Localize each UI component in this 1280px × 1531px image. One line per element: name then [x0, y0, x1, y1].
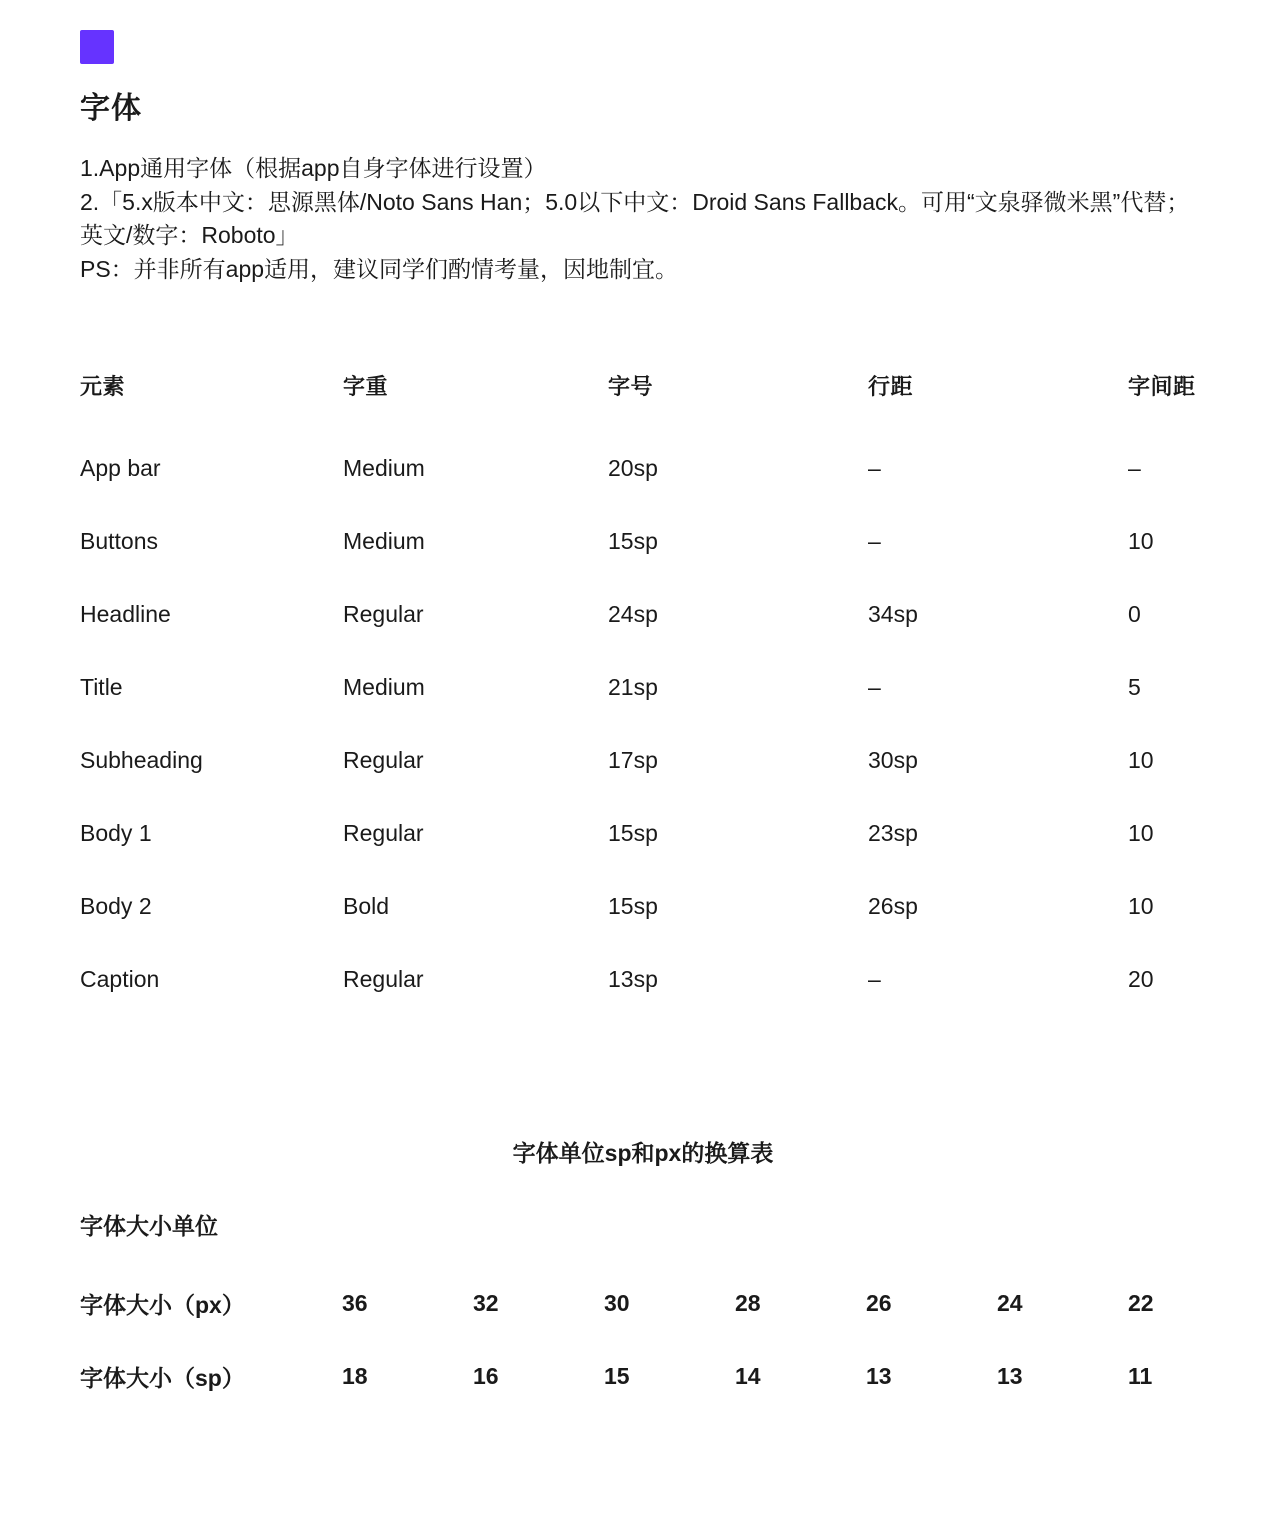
spec-cell: 26sp	[868, 893, 918, 919]
spec-cell: –	[868, 966, 881, 992]
intro-paragraph	[80, 152, 1206, 286]
spec-cell: Regular	[343, 747, 424, 773]
spec-header-weight: 字重	[343, 374, 389, 399]
spec-cell: 20sp	[608, 455, 658, 481]
conversion-value: 22	[1128, 1290, 1154, 1316]
spec-row-body-2	[80, 870, 1206, 943]
spec-row-subheading	[80, 724, 1206, 797]
conversion-value: 30	[604, 1290, 630, 1316]
spec-row-title	[80, 651, 1206, 724]
spec-cell: 23sp	[868, 820, 918, 846]
spec-cell: 10	[1128, 528, 1154, 554]
spec-cell: Medium	[343, 674, 425, 700]
spec-row-caption	[80, 943, 1206, 1016]
intro-line: PS：并非所有app适用，建议同学们酌情考量，因地制宜。	[80, 255, 679, 282]
spec-cell: 17sp	[608, 747, 658, 773]
conversion-value: 18	[342, 1363, 368, 1389]
spec-cell: 24sp	[608, 601, 658, 627]
intro-line: 2.「5.x版本中文：思源黑体/Noto Sans Han；5.0以下中文：Droid Sans Fallback。可用“文泉驿微米黑”代替；英文/数字：Roboto」	[80, 188, 1190, 248]
spec-header-size: 字号	[608, 374, 654, 399]
spec-cell: 30sp	[868, 747, 918, 773]
conversion-row-sp	[80, 1340, 1206, 1413]
spec-cell: Buttons	[80, 528, 158, 554]
conversion-value: 36	[342, 1290, 368, 1316]
spec-cell: 10	[1128, 820, 1154, 846]
spec-row-buttons	[80, 505, 1206, 578]
spec-cell: Title	[80, 674, 123, 700]
intro-line: 1.App通用字体（根据app自身字体进行设置）	[80, 155, 547, 181]
conversion-value: 11	[1128, 1363, 1153, 1389]
spec-cell: Body 2	[80, 893, 152, 919]
spec-cell: 20	[1128, 966, 1154, 992]
conversion-row-label: 字体大小（px）	[80, 1292, 245, 1318]
spec-cell: 21sp	[608, 674, 658, 700]
spec-cell: Regular	[343, 820, 424, 846]
spec-cell: Medium	[343, 455, 425, 481]
spec-header-tracking: 字间距	[1128, 374, 1196, 399]
spec-cell: Bold	[343, 893, 390, 919]
conversion-table-title: 字体单位sp和px的换算表	[512, 1140, 774, 1166]
conversion-row-px	[80, 1267, 1206, 1340]
spec-row-app-bar	[80, 432, 1206, 505]
spec-cell: –	[1128, 455, 1141, 481]
spec-cell: Headline	[80, 601, 171, 627]
conversion-value: 28	[735, 1290, 761, 1316]
spec-cell: 15sp	[608, 528, 658, 554]
conversion-value: 32	[473, 1290, 499, 1316]
spec-cell: 15sp	[608, 820, 658, 846]
spec-cell: 34sp	[868, 601, 918, 627]
spec-cell: 10	[1128, 893, 1154, 919]
accent-color-swatch	[80, 30, 114, 64]
conversion-value: 24	[997, 1290, 1023, 1316]
conversion-value: 15	[604, 1363, 630, 1389]
spec-cell: 13sp	[608, 966, 658, 992]
spec-header-leading: 行距	[868, 374, 914, 399]
spec-cell: 5	[1128, 674, 1141, 700]
conversion-value: 13	[997, 1363, 1023, 1389]
page-title: 字体	[80, 92, 142, 125]
spec-cell: 0	[1128, 601, 1141, 627]
spec-cell: Regular	[343, 966, 424, 992]
spec-cell: –	[868, 455, 881, 481]
spec-header-element: 元素	[80, 374, 126, 399]
font-spec-table	[80, 373, 1206, 1016]
conversion-value: 13	[866, 1363, 892, 1389]
spec-cell: Subheading	[80, 747, 203, 773]
spec-cell: Regular	[343, 601, 424, 627]
spec-header-row	[80, 373, 1206, 432]
spec-cell: Body 1	[80, 820, 152, 846]
spec-cell: 15sp	[608, 893, 658, 919]
sp-px-conversion-table	[80, 1267, 1206, 1413]
spec-row-body-1	[80, 797, 1206, 870]
conversion-row-label: 字体大小（sp）	[80, 1365, 245, 1391]
spec-row-headline	[80, 578, 1206, 651]
document-page	[80, 30, 1206, 1413]
spec-cell: Medium	[343, 528, 425, 554]
conversion-value: 14	[735, 1363, 761, 1389]
conversion-section-label: 字体大小单位	[80, 1213, 218, 1239]
spec-cell: –	[868, 528, 881, 554]
spec-cell: 10	[1128, 747, 1154, 773]
spec-cell: App bar	[80, 455, 161, 481]
conversion-value: 16	[473, 1363, 499, 1389]
conversion-value: 26	[866, 1290, 892, 1316]
spec-cell: –	[868, 674, 881, 700]
spec-cell: Caption	[80, 966, 160, 992]
